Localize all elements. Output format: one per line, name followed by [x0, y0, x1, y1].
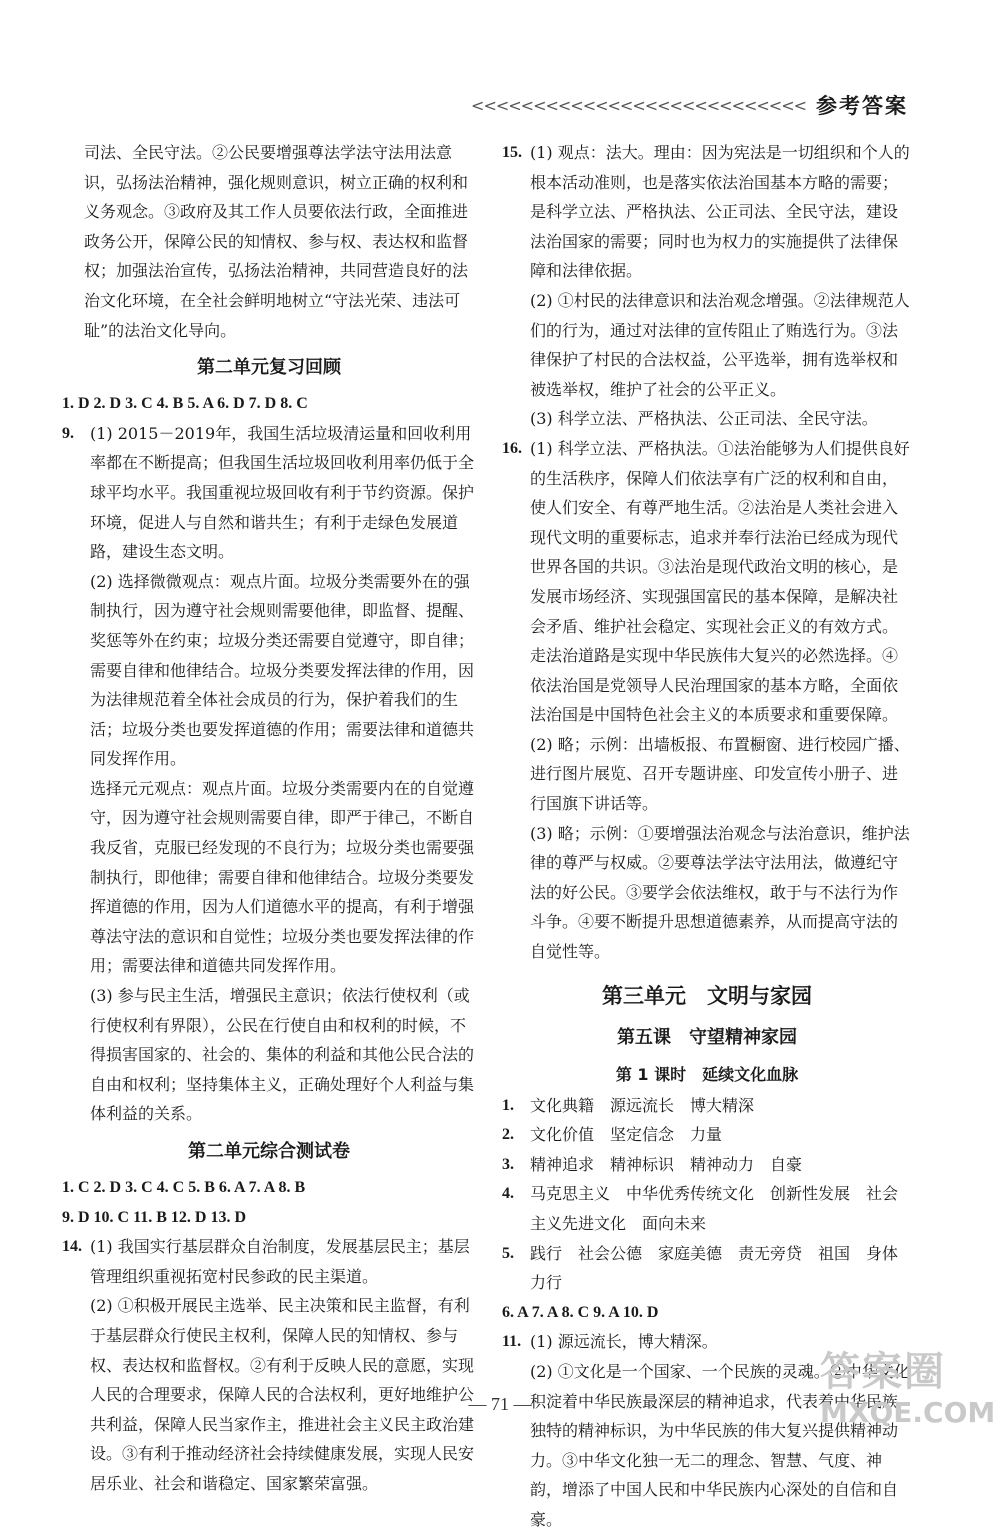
header-title: 参考答案 — [816, 94, 908, 118]
q9-answer-1: (1) 2015－2019年，我国生活垃圾清运量和回收利用率都在不断提高；但我国生活垃圾回收利用率仍低于全球平均水平。我国重视垃圾回收有利于节约资源。保护环境，促进人与自然和谐共生；有利于走绿色发展道路，建设生态文明。 — [90, 423, 475, 562]
test-mc-answers-1: 1. C 2. D 3. C 4. C 5. B 6. A 7. A 8. B — [62, 1179, 306, 1196]
q16-answer-3: (3) 略；示例：①要增强法治观念与法治意识，维护法律的尊严与权威。②要尊法学法守法用法，做遵纪守法的好公民。③要学会依法维权，敢于与不法行为作斗争。④要不断提升思想道德素养，从而提高守法的自觉性等。 — [530, 823, 910, 962]
lesson-title: 第五课 守望精神家园 — [617, 1026, 797, 1048]
question-number: 15. — [502, 144, 522, 161]
test-title: 第二单元综合测试卷 — [188, 1141, 350, 1162]
question-number: 2. — [502, 1126, 514, 1144]
question-number: 11. — [502, 1333, 522, 1351]
fill-answer-3 — [502, 1150, 912, 1180]
q16-answer-2: (2) 略；示例：出墙板报、布置橱窗、进行校园广播、进行图片展览、召开专题讲座、印发宣传小册子、进行国旗下讲话等。 — [530, 734, 910, 814]
right-column — [502, 138, 912, 1535]
left-column — [62, 138, 476, 1499]
fill-answer-4 — [502, 1179, 912, 1238]
unit-title: 第三单元 文明与家园 — [602, 983, 812, 1008]
watermark-logo-text: 答案圈 — [820, 1349, 946, 1395]
question-number: 4. — [502, 1185, 514, 1203]
question-14 — [62, 1232, 476, 1291]
answer-text: 文化典籍 源远流长 博大精深 — [530, 1095, 755, 1115]
watermark-url: MXQE.COM — [820, 1396, 996, 1429]
fill-answer-5 — [502, 1239, 912, 1298]
question-number: 3. — [502, 1155, 514, 1173]
q14-answer-1: (1) 我国实行基层群众自治制度，发展基层民主；基层管理组织重视拓宽村民参政的民主渠道。 — [90, 1237, 470, 1286]
mc-answers-6-10: 6. A 7. A 8. C 9. A 10. D — [502, 1303, 659, 1321]
page-header — [471, 90, 908, 120]
question-number: 9. — [62, 424, 74, 442]
question-15 — [502, 138, 912, 286]
fill-answer-1 — [502, 1091, 912, 1121]
q11-answer-1: (1) 源远流长，博大精深。 — [530, 1332, 718, 1352]
answer-text: 精神追求 精神标识 精神动力 自豪 — [530, 1154, 803, 1174]
chevron-decoration: <<<<<<<<<<<<<<<<<<<<<<<<<<< — [471, 95, 806, 115]
intro-paragraph: 司法、全民守法。②公民要增强尊法学法守法用法意识，弘扬法治精神，强化规则意识，树立正确的权利和义务观念。③政府及其工作人员要依法行政，全面推进政务公开，保障公民的知情权、参与权、表达权和监督权；加强法治宣传，弘扬法治精神，共同营造良好的法治文化环境，在全社会鲜明地树立“守法光荣、违法可耻”的法治文化导向。 — [84, 143, 469, 340]
question-16 — [502, 434, 912, 730]
q9-answer-2: (2) 选择微微观点：观点片面。垃圾分类需要外在的强制执行，因为遵守社会规则需要他律，即监督、提醒、奖惩等外在约束；垃圾分类还需要自觉遵守，即自律；需要自律和他律结合。垃圾分类要发挥法律的作用，因为法律规范着全体社会成员的行为，保护着我们的生活；垃圾分类也要发挥道德的作用；需要法律和道德共同发挥作用。 — [90, 571, 475, 769]
question-number: 16. — [502, 439, 522, 457]
answer-text: 文化价值 坚定信念 力量 — [530, 1125, 723, 1145]
q15-answer-2: (2) ①村民的法律意识和法治观念增强。②法律规范人们的行为，通过对法律的宣传阻止了贿选行为。③法律保护了村民的合法权益，公平选举，拥有选举权和被选举权，维护了社会的公平正义。 — [530, 290, 910, 399]
period-title: 第 1 课时 延续文化血脉 — [615, 1064, 799, 1084]
q11-answer-2: (2) ①文化是一个国家、一个民族的灵魂。②中华文化积淀着中华民族最深层的精神追求，代表着中华民族独特的精神标识，为中华民族的伟大复兴提供精神动力。③中华文化独一无二的理念、智慧、气度、神韵，增添了中国人民和中华民族内心深处的自信和自豪。 — [530, 1361, 910, 1529]
q15-answer-3: (3) 科学立法、严格执法、公正司法、全民守法。 — [530, 409, 878, 429]
review-title: 第二单元复习回顾 — [197, 357, 341, 379]
q15-answer-1: (1) 观点：法大。理由：因为宪法是一切组织和个人的根本活动准则，也是落实依法治国基本方略的需要；是科学立法、严格执法、公正司法、全民守法，建设法治国家的需要；同时也为权力的实施提供了法律保障和法律依据。 — [530, 143, 910, 281]
q16-answer-1: (1) 科学立法、严格执法。①法治能够为人们提供良好的生活秩序，保障人们依法享有广泛的权利和自由，使人们安全、有尊严地生活。②法治是人类社会进入现代文明的重要标志，追求并奉行法治已经成为现代世界各国的共识。③法治是现代政治文明的核心，是发展市场经济、实现强国富民的基本保障，是解决社会矛盾、维护社会稳定、实现社会正义的有效方式。走法治道路是实现中华民族伟大复兴的必然选择。④依法治国是党领导人民治理国家的基本方略，全面依法治国是中国特色社会主义的本质要求和重要保障。 — [530, 438, 910, 725]
q14-answer-2: (2) ①积极开展民主选举、民主决策和民主监督，有利于基层群众行使民主权利，保障人民的知情权、参与权、表达权和监督权。②有利于反映人民的意愿，实现人民的合理要求，保障人民的合法权利，更好地维护公共利益，保障人民当家作主，推进社会主义民主政治建设。③有利于推动经济社会持续健康发展，实现人民安居乐业、社会和谐稳定、国家繁荣富强。 — [90, 1296, 475, 1493]
q9-answer-4: (3) 参与民主生活，增强民主意识；依法行使权利（或行使权利有界限），公民在行使自由和权利的时候，不得损害国家的、社会的、集体的利益和其他公民合法的自由和权利；坚持集体主义，正确处理好个人利益与集体利益的关系。 — [90, 986, 475, 1124]
question-number: 1. — [502, 1096, 514, 1114]
test-mc-answers-2: 9. D 10. C 11. B 12. D 13. D — [62, 1208, 247, 1226]
review-mc-answers: 1. D 2. D 3. C 4. B 5. A 6. D 7. D 8. C — [62, 395, 308, 413]
q9-answer-3: 选择元元观点：观点片面。垃圾分类需要内在的自觉遵守，因为遵守社会规则需要自律，即严于律己，不断自我反省，克服已经发现的不良行为；垃圾分类也需要强制执行，即他律；需要自律和他律结合。垃圾分类要发挥道德的作用，因为人们道德水平的提高，有利于增强尊法守法的意识和自觉性；垃圾分类也要发挥法律的作用；需要法律和道德共同发挥作用。 — [90, 778, 475, 976]
watermark-logo — [820, 1340, 996, 1450]
question-number: 14. — [62, 1238, 82, 1256]
fill-answer-2 — [502, 1120, 912, 1150]
answer-text: 马克思主义 中华优秀传统文化 创新性发展 社会主义先进文化 面向未来 — [530, 1184, 899, 1233]
page-number: — 71 — — [468, 1394, 532, 1414]
question-number: 5. — [502, 1244, 514, 1262]
question-9 — [62, 419, 476, 567]
answer-text: 践行 社会公德 家庭美德 责无旁贷 祖国 身体力行 — [530, 1243, 899, 1293]
